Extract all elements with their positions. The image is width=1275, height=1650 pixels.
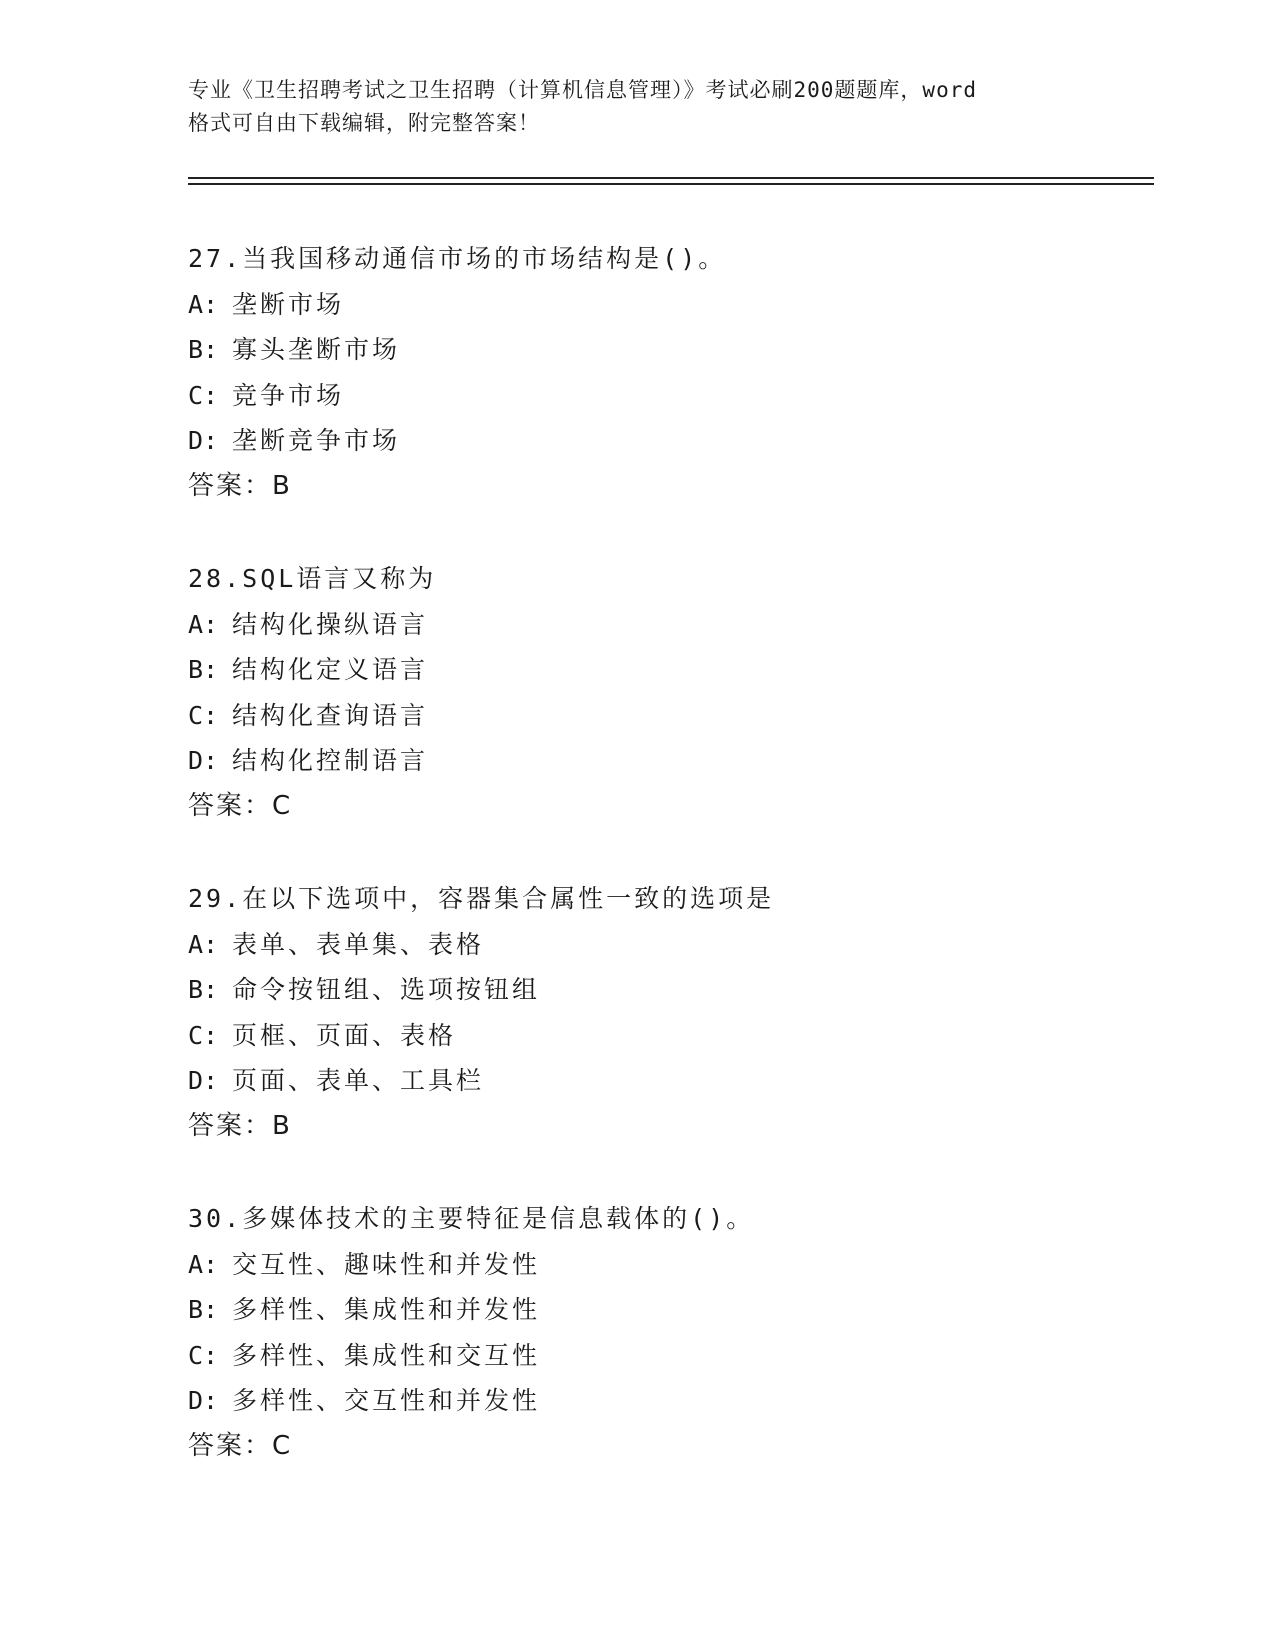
answer-line: 答案：B xyxy=(188,470,292,501)
option-letter: D: xyxy=(188,746,219,775)
option-text: 结构化控制语言 xyxy=(232,746,429,775)
option-letter: C: xyxy=(188,1340,219,1370)
question-list xyxy=(188,236,1148,1516)
question-stem: 27.当我国移动通信市场的市场结构是()。 xyxy=(188,244,727,273)
option-letter: C: xyxy=(188,700,219,730)
header-line-1: 专业《卫生招聘考试之卫生招聘（计算机信息管理）》考试必刷200题题库，word xyxy=(188,78,977,102)
header-divider-top xyxy=(188,177,1154,179)
question-29 xyxy=(188,876,1148,1196)
option-b xyxy=(188,647,1148,693)
option-text: 多样性、集成性和并发性 xyxy=(232,1295,541,1324)
option-letter: C: xyxy=(188,380,219,410)
question-stem: 29.在以下选项中，容器集合属性一致的选项是 xyxy=(188,884,775,913)
question-stem: 28.SQL语言又称为 xyxy=(188,564,437,593)
answer-line: 答案：B xyxy=(188,1110,292,1141)
option-text: 结构化查询语言 xyxy=(232,700,429,730)
header-divider-bottom xyxy=(188,183,1154,185)
option-text: 垄断竞争市场 xyxy=(232,426,401,455)
option-d xyxy=(188,1378,1148,1424)
document-header xyxy=(188,74,1088,140)
option-c xyxy=(188,373,1148,419)
header-line-2: 格式可自由下载编辑，附完整答案！ xyxy=(188,111,540,135)
option-a xyxy=(188,282,1148,328)
option-a xyxy=(188,1242,1148,1288)
option-a xyxy=(188,602,1148,648)
option-text: 寡头垄断市场 xyxy=(232,335,401,364)
option-c xyxy=(188,693,1148,739)
option-letter: D: xyxy=(188,1066,219,1095)
option-b xyxy=(188,967,1148,1013)
option-text: 竞争市场 xyxy=(232,380,345,410)
option-text: 命令按钮组、选项按钮组 xyxy=(232,975,541,1004)
option-letter: A: xyxy=(188,929,219,959)
option-d xyxy=(188,1058,1148,1104)
answer-line: 答案：C xyxy=(188,790,293,821)
option-d xyxy=(188,738,1148,784)
question-stem: 30.多媒体技术的主要特征是信息载体的()。 xyxy=(188,1204,755,1233)
option-text: 表单、表单集、表格 xyxy=(232,929,485,959)
option-letter: C: xyxy=(188,1020,219,1050)
option-letter: B: xyxy=(188,975,219,1004)
option-text: 多样性、集成性和交互性 xyxy=(232,1340,541,1370)
question-28 xyxy=(188,556,1148,876)
option-b xyxy=(188,327,1148,373)
option-letter: B: xyxy=(188,655,219,684)
option-text: 页面、表单、工具栏 xyxy=(232,1066,485,1095)
option-text: 结构化操纵语言 xyxy=(232,609,429,639)
option-b xyxy=(188,1287,1148,1333)
answer-line: 答案：C xyxy=(188,1430,293,1461)
option-letter: A: xyxy=(188,289,219,319)
question-30 xyxy=(188,1196,1148,1516)
option-letter: B: xyxy=(188,1295,219,1324)
option-letter: A: xyxy=(188,1249,219,1279)
option-letter: D: xyxy=(188,426,219,455)
option-text: 多样性、交互性和并发性 xyxy=(232,1386,541,1415)
option-letter: D: xyxy=(188,1386,219,1415)
option-a xyxy=(188,922,1148,968)
option-text: 页框、页面、表格 xyxy=(232,1020,457,1050)
option-d xyxy=(188,418,1148,464)
option-text: 结构化定义语言 xyxy=(232,655,429,684)
option-letter: A: xyxy=(188,609,219,639)
option-text: 交互性、趣味性和并发性 xyxy=(232,1249,541,1279)
option-text: 垄断市场 xyxy=(232,289,345,319)
option-c xyxy=(188,1333,1148,1379)
question-27 xyxy=(188,236,1148,556)
option-letter: B: xyxy=(188,335,219,364)
option-c xyxy=(188,1013,1148,1059)
